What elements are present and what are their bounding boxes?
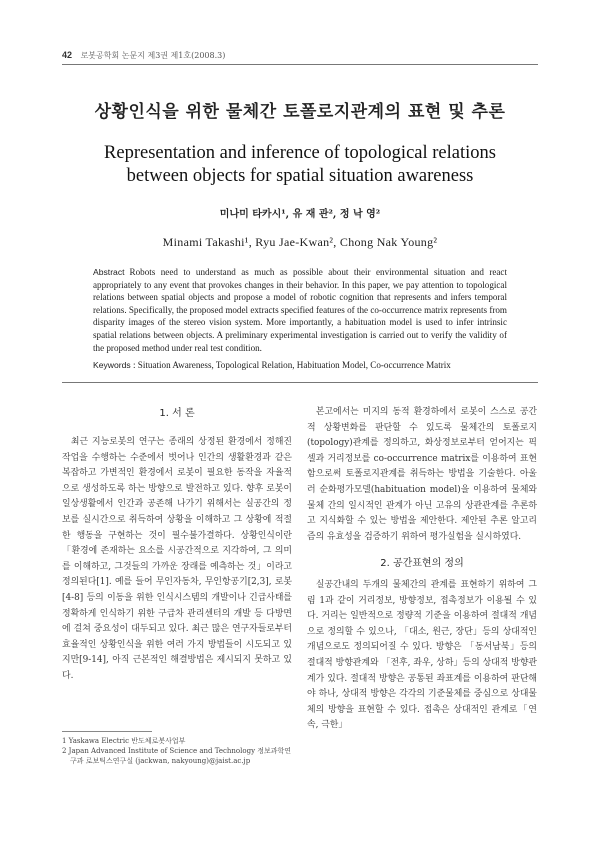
- section2-paragraph: 실공간내의 두개의 물체간의 관계를 표현하기 위하여 그림 1과 같이 거리정보, 방향정보, 접촉정보가 이용될 수 있다. 거리는 일반적으로 정량적 기준을 이용하여 절대적 개념으로 정의할 수 있으나, 「대소, 원근, 장단」등의 상대적인 개념으로도 정의되어질 수 있다. 방향은 「동서남북」등의 절대적 방향관계와 「전후, 좌우, 상하」등의 상대적 방향관계가 있다. 절대적 방향은 공통된 좌표계를 이용하여 판단해야 하나, 상대적 방향은 각각의 기준물체를 중심으로 상대물체의 방향을 표현할 수 있다. 접촉은 상대적인 관계로「연속, 극한」: [307, 580, 537, 731]
- journal-name: 로봇공학회 논문지 제3권 제1호(2008.3): [80, 51, 226, 60]
- keywords-label: Keywords: [93, 360, 131, 370]
- abstract-label: Abstract: [93, 267, 125, 277]
- section-heading-introduction: 1. 서 론: [159, 408, 195, 419]
- intro-paragraph: 최근 지능로봇의 연구는 종래의 상정된 환경에서 정해진 작업을 수행하는 수준에서 벗어나 인간의 생활환경과 같은 복잡하고 가변적인 환경에서 로봇이 필요한 동작을 자율적으로 생성하도록 하는 방향으로 발전하고 있다. 향후 로봇이 일상생활에서 인간과 공존해 나가기 위해서는 실공간의 정보를 실시간으로 취득하여 상황을 이해하고 그 상황에 적절한 행동을 구현하는 것이 필수불가결하다. 상황인식이란 「환경에 존재하는 요소를 시공간적으로 지각하여, 그 의미를 이해하고, 그것들의 가까운 장래를 예측하는 것」이라고 정의된다[1]. 예를 들어 무인자동차, 무인항공기[2,3], 로봇 [4-8] 등의 이동을 위한 인식시스템의 개발이나 긴급사태를 정확하게 인식하기 위한 구급차 관리센터의 개발 등 다방면에 걸쳐 중요성이 대두되고 있다. 최근 많은 연구자들로부터 효율적인 상황인식을 위한 여러 가지 방법들이 시도되고 있지만[9-14], 아직 근본적인 해결방법은 제시되지 못하고 있다.: [62, 437, 292, 681]
- left-column: [62, 435, 292, 685]
- footnote-rule: [62, 731, 152, 732]
- section-heading-spatial-representation: 2. 공간표현의 정의: [380, 558, 464, 569]
- right-column-bottom: [307, 578, 537, 734]
- authors-english: Minami Takashi¹, Ryu Jae-Kwan², Chong Nak Young²: [162, 235, 438, 249]
- intro-paragraph-continued: 본고에서는 미지의 동적 환경하에서 로봇이 스스로 공간적 상황변화를 판단할 수 있도록 물체간의 토폴로지(topology)관계를 정의하고, 화상정보로부터 얻어지는 픽셀과 거리정보를 co-occurrence matrix를 이용하여 표현함으로써 토폴로지관계를 취득하는 방법을 기술한다. 아울러 순화평가모델(habituation model)을 이용하여 물체와 물체 간의 일시적인 관계가 아닌 고유의 상관관계를 추론하고 지식화할 수 있는 방법을 제안한다. 제안된 추론 알고리즘의 유효성을 검증하기 위하여 평가실험을 실시하였다.: [307, 407, 537, 542]
- title-english: [40, 142, 560, 188]
- abstract-rule: [62, 382, 538, 383]
- footnotes: [62, 736, 292, 766]
- footnote-1: 1 Yaskawa Electric 반도체로봇사업부: [62, 737, 186, 745]
- keywords-text: : Situation Awareness, Topological Relation, Habituation Model, Co-occurrence Matrix: [130, 360, 451, 370]
- keywords: [93, 360, 507, 370]
- authors-korean: 미나미 타카시¹, 유 재 관², 정 낙 영²: [219, 209, 381, 220]
- page-number: 42: [62, 50, 73, 60]
- running-header: [62, 50, 225, 61]
- abstract-text: Robots need to understand as much as possible about their environmental situation and react appropriately to any event that provokes changes in their behavior. In this paper, we pay attention to topological relations between spatial objects and propose a model of robotic cognition that represents and infers temporal relations. Specifically, the proposed model extracts specified features of the co-occurrence matrix represents from disparity images of the stereo vision system. More importantly, a habituation model is used to infer intrinsic spatial relations between objects. A preliminary experimental investigation is carried out to verify the validity of the proposed method under real test condition.: [93, 267, 507, 353]
- right-column-top: [307, 405, 537, 545]
- header-rule: [62, 64, 538, 65]
- title-korean: 상황인식을 위한 물체간 토폴로지관계의 표현 및 추론: [94, 102, 506, 122]
- title-english-line1: Representation and inference of topological relations: [104, 143, 496, 163]
- title-english-line2: between objects for spatial situation awareness: [126, 166, 474, 186]
- footnote-2: 2 Japan Advanced Institute of Science and Technology 정보과학연구과 로보틱스연구실 (jackwan, nakyoung)@jaist.ac.jp: [62, 747, 292, 765]
- abstract: [93, 266, 507, 354]
